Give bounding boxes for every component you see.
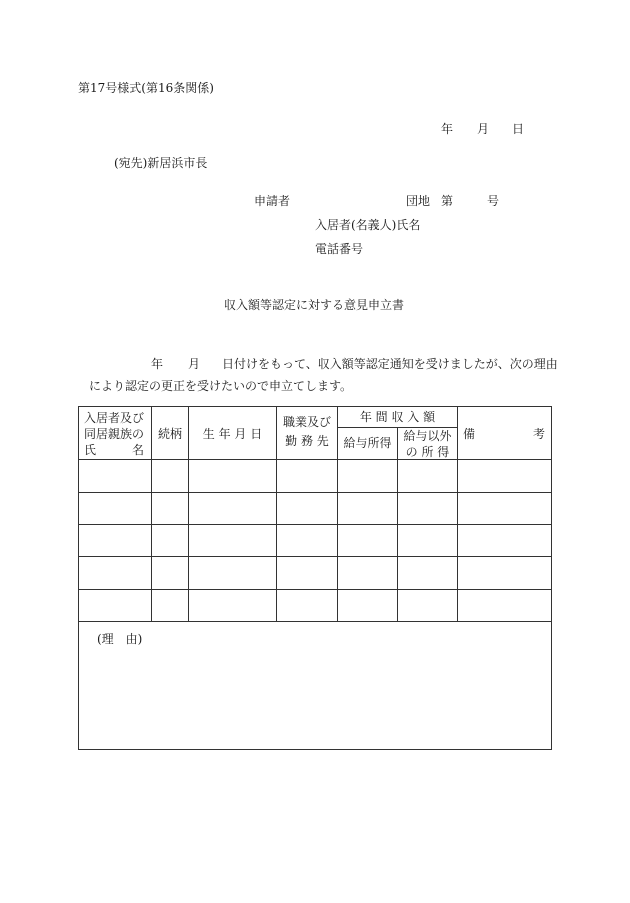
applicant-label: 申請者 xyxy=(254,194,291,208)
header-name-mei: 名 xyxy=(131,443,144,458)
header-name-line2: 同居親族の xyxy=(84,427,145,442)
header-other-line2: の 所 得 xyxy=(405,445,450,460)
date-year: 年 xyxy=(441,122,454,136)
date-day: 日 xyxy=(512,122,525,136)
header-birth: 生 年 月 日 xyxy=(202,427,263,441)
addressee: (宛先)新居浜市長 xyxy=(114,156,208,170)
phone-label: 電話番号 xyxy=(315,242,364,256)
body-line1: 日付けをもって、収入額等認定通知を受けましたが、次の理由 xyxy=(222,357,558,371)
date-month: 月 xyxy=(477,122,490,136)
document-title: 収入額等認定に対する意見申立書 xyxy=(224,298,405,312)
header-job-line1: 職業及び xyxy=(282,415,331,429)
resident-name-label: 入居者(名義人)氏名 xyxy=(315,218,421,232)
header-other-line1: 給与以外 xyxy=(403,429,452,443)
header-job-line2: 勤 務 先 xyxy=(285,434,329,449)
header-name-line1: 入居者及び xyxy=(84,411,145,425)
table-row[interactable] xyxy=(79,525,551,556)
header-name xyxy=(84,410,150,459)
income-table xyxy=(78,406,552,750)
danchi-label: 団地 xyxy=(406,194,431,208)
body-month: 月 xyxy=(188,357,201,371)
form-number: 第17号様式(第16条関係) xyxy=(78,81,214,95)
table-row[interactable] xyxy=(79,493,551,524)
header-relation: 続柄 xyxy=(157,427,182,441)
body-year: 年 xyxy=(151,357,164,371)
header-remarks xyxy=(463,426,545,442)
dai-label: 第 xyxy=(441,194,454,208)
header-salary-income: 給与所得 xyxy=(343,436,392,450)
reason-label: (理 由) xyxy=(97,632,143,646)
go-label: 号 xyxy=(487,194,500,208)
header-annual-income: 年 間 収 入 額 xyxy=(359,410,436,424)
header-remarks-bi: 備 xyxy=(463,427,476,441)
header-job xyxy=(277,414,337,449)
table-row[interactable] xyxy=(79,590,551,621)
table-row[interactable] xyxy=(79,557,551,589)
body-line2: により認定の更正を受けたいので申立てします。 xyxy=(89,379,353,393)
header-name-line3 xyxy=(84,442,150,458)
header-remarks-kou: 考 xyxy=(532,427,545,441)
header-name-shi: 氏 xyxy=(84,443,97,458)
header-other-income xyxy=(398,428,457,460)
reason-field[interactable] xyxy=(79,622,551,749)
table-row[interactable] xyxy=(79,460,551,492)
